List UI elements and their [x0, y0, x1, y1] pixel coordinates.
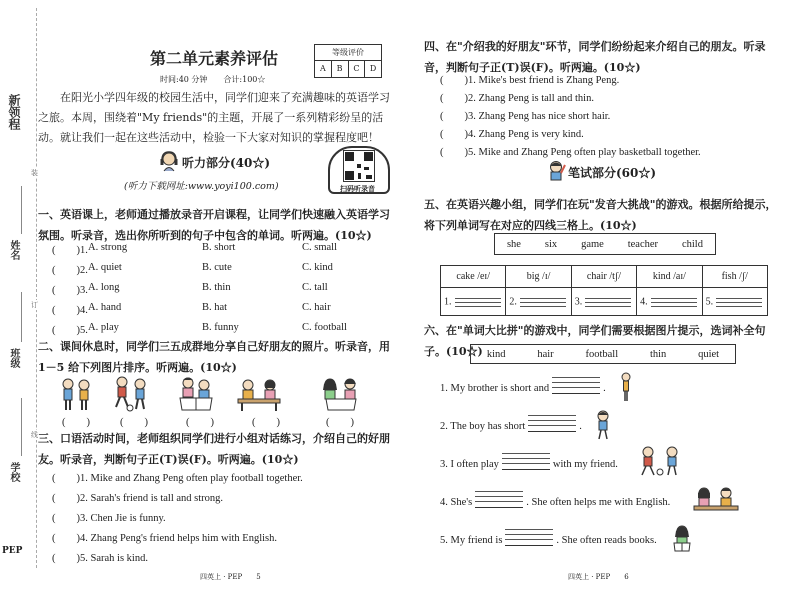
section5-instruction: 五、在英语兴趣小组，同学们在玩"发音大挑战"的游戏。根据所给提示，将下列单词写在对应的四线三格上。(10☆): [424, 198, 777, 232]
slot-number: 3.: [574, 295, 583, 307]
option-c: C. hair: [302, 302, 331, 313]
school-line[interactable]: [21, 398, 22, 456]
sentence-start: 2. The boy has short: [440, 421, 526, 432]
option-b: B. funny: [202, 322, 239, 333]
sentence-end: with my friend.: [552, 459, 618, 470]
sentence-end: . She often reads books.: [556, 535, 657, 546]
class-label: 班级: [8, 348, 19, 368]
word-bank-item: football: [585, 348, 619, 360]
list-item[interactable]: ( )1. Mike's best friend is Zhang Peng.: [440, 75, 620, 86]
section1-instruction: 一、英语课上，老师通过播放录音开启课程，让同学们快速融入英语学习氛围。听录音，选出你所听到的句子中包含的单词。听两遍。(10☆): [38, 208, 390, 242]
table-header: kind /aɪ/: [637, 266, 702, 288]
picture-short-hair-boy: [592, 410, 614, 444]
list-item: [440, 524, 657, 546]
grade-cell[interactable]: C: [349, 61, 366, 77]
sentence-start: 3. I often play: [440, 459, 499, 470]
order-bracket[interactable]: ( ): [326, 417, 354, 428]
word-bank-item: teacher: [627, 238, 659, 250]
sentence-start: 4. She's: [440, 497, 473, 508]
answer-blank[interactable]: [528, 410, 576, 432]
pencil-icon: [546, 160, 566, 186]
table-cell[interactable]: [506, 288, 571, 316]
section4-instruction: 四、在"介绍我的好朋友"环节，同学们纷纷起来介绍自己的朋友。听录音，判断句子正(T)误(F)。听两遍。(10☆): [424, 40, 766, 74]
order-bracket[interactable]: ( ): [186, 417, 214, 428]
list-item[interactable]: ( )4. Zhang Peng is very kind.: [440, 129, 584, 140]
option-a: A. quiet: [88, 262, 122, 273]
sentence-end: .: [603, 383, 606, 394]
list-item[interactable]: ( )2. Zhang Peng is tall and thin.: [440, 93, 594, 104]
option-c: C. tall: [302, 282, 328, 293]
section6-word-bank: [470, 344, 736, 364]
word-bank-item: she: [506, 238, 521, 250]
name-label: 姓名: [8, 240, 19, 260]
four-line-grid[interactable]: [651, 295, 697, 309]
order-bracket[interactable]: ( ): [62, 417, 90, 428]
section3-instruction: 三、口语活动时间，老师组织同学们进行小组对话练习，介绍自己的好朋友。听录音，判断句子正(T)误(F)。听两遍。(10☆): [38, 432, 390, 466]
option-a: A. play: [88, 322, 119, 333]
four-line-grid[interactable]: [520, 295, 566, 309]
sentence-end: . She often helps me with English.: [526, 497, 671, 508]
grade-label: 等级评价: [315, 45, 381, 61]
answer-blank[interactable]: [475, 486, 523, 508]
sentence-end: .: [579, 421, 582, 432]
list-item[interactable]: ( )2. Sarah's friend is tall and strong.: [52, 493, 224, 504]
answer-bracket[interactable]: ( )5.: [52, 325, 88, 336]
grade-cell[interactable]: B: [332, 61, 349, 77]
phonics-table: [440, 265, 768, 316]
edition-label: PEP: [2, 546, 23, 556]
table-header: big /ɪ/: [506, 266, 571, 288]
order-bracket[interactable]: ( ): [120, 417, 148, 428]
cut-line: [36, 8, 37, 568]
brand-mark: 新领程: [7, 94, 21, 130]
picture-girls-book: [316, 376, 366, 416]
slot-number: 4.: [640, 295, 648, 307]
option-b: B. short: [202, 242, 236, 253]
list-item[interactable]: ( )5. Mike and Zhang Peng often play basketball together.: [440, 147, 701, 158]
option-b: B. hat: [202, 302, 228, 313]
slot-number: 5.: [705, 295, 714, 307]
picture-boy-girl-desk: [234, 378, 284, 416]
class-line[interactable]: [21, 292, 22, 342]
section6-instruction: 六、在"单词大比拼"的游戏中，同学们需要根据图片提示，选词补全句子。(10☆): [424, 324, 766, 358]
school-label: 学校: [8, 462, 19, 482]
sentence-start: 1. My brother is short and: [440, 383, 550, 394]
list-item: [440, 486, 670, 508]
word-bank-item: kind: [486, 348, 506, 360]
qr-caption: 扫码听录音: [340, 184, 375, 193]
picture-helps-english: [690, 486, 742, 520]
grade-cell[interactable]: D: [369, 64, 377, 73]
grade-cell[interactable]: A: [315, 61, 332, 77]
list-item: [440, 448, 618, 470]
answer-blank[interactable]: [505, 524, 553, 546]
answer-blank[interactable]: [552, 372, 600, 394]
cut-mark: 装: [31, 169, 38, 177]
option-c: C. football: [302, 322, 347, 333]
word-bank-item: quiet: [698, 348, 720, 360]
picture-children-reading: [172, 376, 220, 416]
word-bank-item: six: [544, 238, 558, 250]
list-item[interactable]: ( )1. Mike and Zhang Peng often play football together.: [52, 473, 303, 484]
list-item[interactable]: ( )3. Zhang Peng has nice short hair.: [440, 111, 611, 122]
section2-instruction: 二、课间休息时，同学们三五成群地分享自己好朋友的照片。听录音，用 1－5 给下列图片排序。听两遍。(10☆): [38, 340, 390, 374]
answer-bracket[interactable]: ( )3.: [52, 285, 88, 296]
option-b: B. thin: [202, 282, 231, 293]
word-bank-item: thin: [649, 348, 667, 360]
name-line[interactable]: [21, 186, 22, 234]
option-b: B. cute: [202, 262, 232, 273]
download-note: (听力下载网址:www.yoyi100.com): [124, 181, 279, 192]
answer-bracket[interactable]: ( )2.: [52, 265, 88, 276]
page-footer: 四英上 · PEP 5: [200, 573, 261, 581]
answer-bracket[interactable]: ( )1.: [52, 245, 88, 256]
word-bank-item: child: [681, 238, 703, 250]
table-cell[interactable]: [702, 288, 767, 316]
four-line-grid[interactable]: [585, 295, 631, 309]
four-line-grid[interactable]: [455, 295, 501, 309]
answer-blank[interactable]: [502, 448, 550, 470]
slot-number: 2.: [509, 295, 517, 307]
table-header: cake /eɪ/: [441, 266, 506, 288]
four-line-grid[interactable]: [716, 295, 762, 309]
picture-reading-girl: [670, 524, 694, 556]
sentence-start: 5. My friend is: [440, 535, 503, 546]
grade-box: [314, 44, 382, 78]
table-cell[interactable]: [441, 288, 506, 316]
picture-short-thin-boy: [618, 372, 634, 406]
table-header: fish /ʃ/: [702, 266, 767, 288]
picture-boys-football: [108, 376, 154, 416]
list-item: [440, 372, 606, 394]
cut-mark: 订: [31, 301, 38, 309]
order-bracket[interactable]: ( ): [252, 417, 280, 428]
option-a: A. strong: [88, 242, 128, 253]
list-item[interactable]: ( )4. Zhang Peng's friend helps him with English.: [52, 533, 277, 544]
page-footer: 四英上 · PEP 6: [568, 573, 629, 581]
table-cell[interactable]: [637, 288, 702, 316]
headphone-icon: [158, 150, 180, 176]
word-bank-item: game: [581, 238, 604, 250]
table-header: chair /tʃ/: [571, 266, 636, 288]
intro-paragraph: 在阳光小学四年级的校园生活中，同学们迎来了充满趣味的英语学习之旅。本周，围绕着"My friends"的主题，开展了一系列精彩纷呈的活动。就让我们一起在这些活动中，检验一下大家对知识的掌握程度吧！: [38, 91, 390, 144]
page-title: 第二单元素养评估: [150, 49, 279, 68]
list-item[interactable]: ( )5. Sarah is kind.: [52, 553, 148, 564]
option-c: C. small: [302, 242, 338, 253]
option-a: A. hand: [88, 302, 122, 313]
test-meta: 时间:40 分钟 合计:100☆: [160, 75, 266, 84]
picture-two-boys-standing: [56, 378, 96, 416]
cut-mark: 线: [31, 431, 38, 439]
picture-play-football: [636, 446, 686, 480]
writing-heading: 笔试部分(60☆): [568, 166, 657, 180]
word-bank-item: hair: [537, 348, 554, 360]
answer-bracket[interactable]: ( )4.: [52, 305, 88, 316]
listening-heading: 听力部分(40☆): [182, 156, 271, 170]
slot-number: 1.: [444, 295, 452, 307]
option-c: C. kind: [302, 262, 333, 273]
table-cell[interactable]: [571, 288, 636, 316]
qr-code[interactable]: [343, 150, 375, 182]
option-a: A. long: [88, 282, 120, 293]
section5-word-bank: [494, 233, 716, 255]
list-item: [440, 410, 582, 432]
list-item[interactable]: ( )3. Chen Jie is funny.: [52, 513, 166, 524]
